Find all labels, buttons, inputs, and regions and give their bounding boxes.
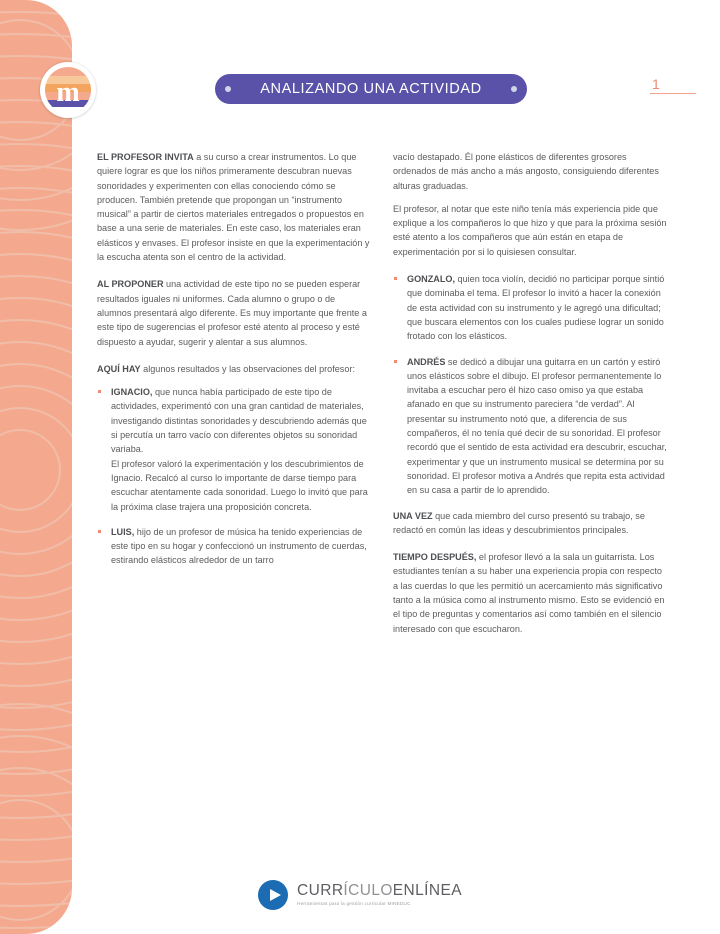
left-bullet-list	[97, 385, 371, 568]
list-item-text: que nunca había participado de este tipo de actividades, experimentó con una gran cantidad de materiales, investigando distintas sonoridades y descubriendo además que si percutía un tarro vacío con diferentes objetos su sonoridad variaba.	[111, 387, 367, 455]
mineduc-logo-badge	[40, 62, 96, 118]
paragraph-lead: UNA VEZ	[393, 510, 433, 521]
footer-tagline: Herramientas para la gestión curricular MINEDUC	[297, 900, 411, 906]
page-title: ANALIZANDO UNA ACTIVIDAD	[260, 81, 482, 97]
logo-inner	[45, 67, 91, 113]
arc-pattern-decoration	[0, 0, 72, 934]
wordmark-prefix: CURR	[297, 882, 344, 900]
paragraph-text: una actividad de este tipo no se pueden esperar resultados iguales ni uniformes. Cada alumno o grupo o de alumnos presentará algo diferente. Es muy importante que frente a este tipo de sugerencias el profesor esté atento al proceso y esté dispuesto a ayudar, sugerir y alentar a sus alumnos.	[97, 279, 367, 347]
page-number-rule	[650, 93, 696, 94]
paragraph-vacio-destapado: vacío destapado. Él pone elásticos de diferentes grosores ordenados de más ancho a más angosto, consiguiendo diferentes alturas graduadas.	[393, 152, 659, 191]
play-button-icon	[258, 880, 288, 910]
right-text-column	[393, 150, 667, 649]
wordmark-mid: ÍCULO	[343, 882, 393, 900]
paragraph-lead: AL PROPONER	[97, 279, 164, 290]
list-item-lead: LUIS,	[111, 526, 135, 537]
paragraph-el-profesor-notar: El profesor, al notar que este niño tenía más experiencia pide que explique a los compañeros lo que hizo y que para la próxima sesión esté atento a los compañeros que aún están en etapa de experimentación por si lo quisiesen consultar.	[393, 203, 667, 257]
list-item	[393, 355, 667, 498]
play-triangle-icon	[270, 889, 281, 901]
wordmark-suffix: ENLÍNEA	[392, 882, 462, 900]
footer	[0, 880, 720, 910]
right-bullet-list	[393, 272, 667, 497]
page-number-value: 1	[652, 76, 660, 92]
banner-left-dot-icon	[225, 86, 231, 92]
paragraph-lead: EL PROFESOR INVITA	[97, 152, 194, 162]
left-text-column	[97, 150, 371, 649]
paragraph-lead: AQUÍ HAY	[97, 363, 141, 374]
list-item-lead: GONZALO,	[407, 274, 455, 285]
list-item	[97, 525, 371, 568]
document-body	[97, 150, 667, 649]
paragraph-tiempo-despues	[393, 550, 667, 636]
list-item-text: se dedicó a dibujar una guitarra en un cartón y estiró unos elásticos sobre el dibujo. El profesor permanentemente lo invitaba a escuchar pero él hizo caso omiso ya que estaba afanado en que su instrumento pareciera “de verdad”. Al presentar su instrumento notó que, a diferencia de sus compañeros, él no tenía qué decir de su sonoridad. El profesor recordó que el sentido de esta actividad era descubrir, escuchar, experimentar y que un instrumento musical se determina por su sonoridad. El profesor motiva a Andrés que repita esta actividad en su casa a partir de lo aprendido.	[407, 356, 667, 496]
list-item-lead: IGNACIO,	[111, 387, 153, 398]
footer-text-block	[297, 883, 462, 906]
paragraph-lead: TIEMPO DESPUÉS,	[393, 552, 477, 563]
paragraph-al-proponer	[97, 277, 371, 348]
svg-text:m: m	[56, 77, 80, 108]
section-title-banner	[215, 74, 527, 104]
paragraph-aqui-hay	[97, 362, 371, 376]
paragraph-text: el profesor llevó a la sala un guitarrista. Los estudiantes tenían a su haber una experiencia propia con respecto a las cuerdas lo que les permitió un acercamiento más significativo tanto a la música como al instrumento mismo. Esto se evidenció en el tipo de preguntas y comentarios así como también en el silencio interesado con que escucharon.	[393, 552, 665, 634]
left-decorative-panel	[0, 0, 72, 934]
list-item	[393, 272, 667, 343]
list-item-lead: ANDRÉS	[407, 356, 446, 367]
list-item-text: hijo de un profesor de música ha tenido experiencias de este tipo en su hogar y confeccionó un instrumento de cuerdas, estirando elásticos alrededor de un tarro	[111, 526, 367, 566]
banner-right-dot-icon	[511, 86, 517, 92]
paragraph-una-vez	[393, 509, 667, 538]
page-number	[650, 76, 698, 94]
paragraph-text: a su curso a crear instrumentos. Lo que quiere lograr es que los niños primeramente descubran nuevas sonoridades y experimenten con ellas conociendo cómo se producen. También pretende que propongan un “instrumento musical” a partir de ciertos materiales entregados o propuestos en base a una serie de materiales. En este caso, los materiales eran elásticos y envases. El profesor insiste en que la experimentación y la escucha atenta son el centro de la actividad.	[97, 152, 370, 263]
footer-wordmark	[297, 883, 462, 899]
paragraph-text: algunos resultados y las observaciones del profesor:	[140, 363, 355, 374]
list-item-subtext: El profesor valoró la experimentación y los descubrimientos de Ignacio. Recalcó al curso lo importante de darse tiempo para escuchar atentamente cada sonoridad. Luego lo invitó que para la próxima clase trajera una proposición concreta.	[111, 458, 368, 512]
list-item	[97, 385, 371, 514]
paragraph-profesor-invita	[97, 150, 371, 264]
list-item-text: quien toca violín, decidió no participar porque sintió que dominaba el tema. El profesor lo invitó a hacer la conexión de esta actividad con su instrumento y le agregó una dificultad; que buscara elementos con los cuales pudiese lograr un sonido frotado con los elásticos.	[407, 274, 665, 342]
paragraph-text: que cada miembro del curso presentó su trabajo, se redactó en común las ideas y descubrimientos principales.	[393, 510, 645, 535]
